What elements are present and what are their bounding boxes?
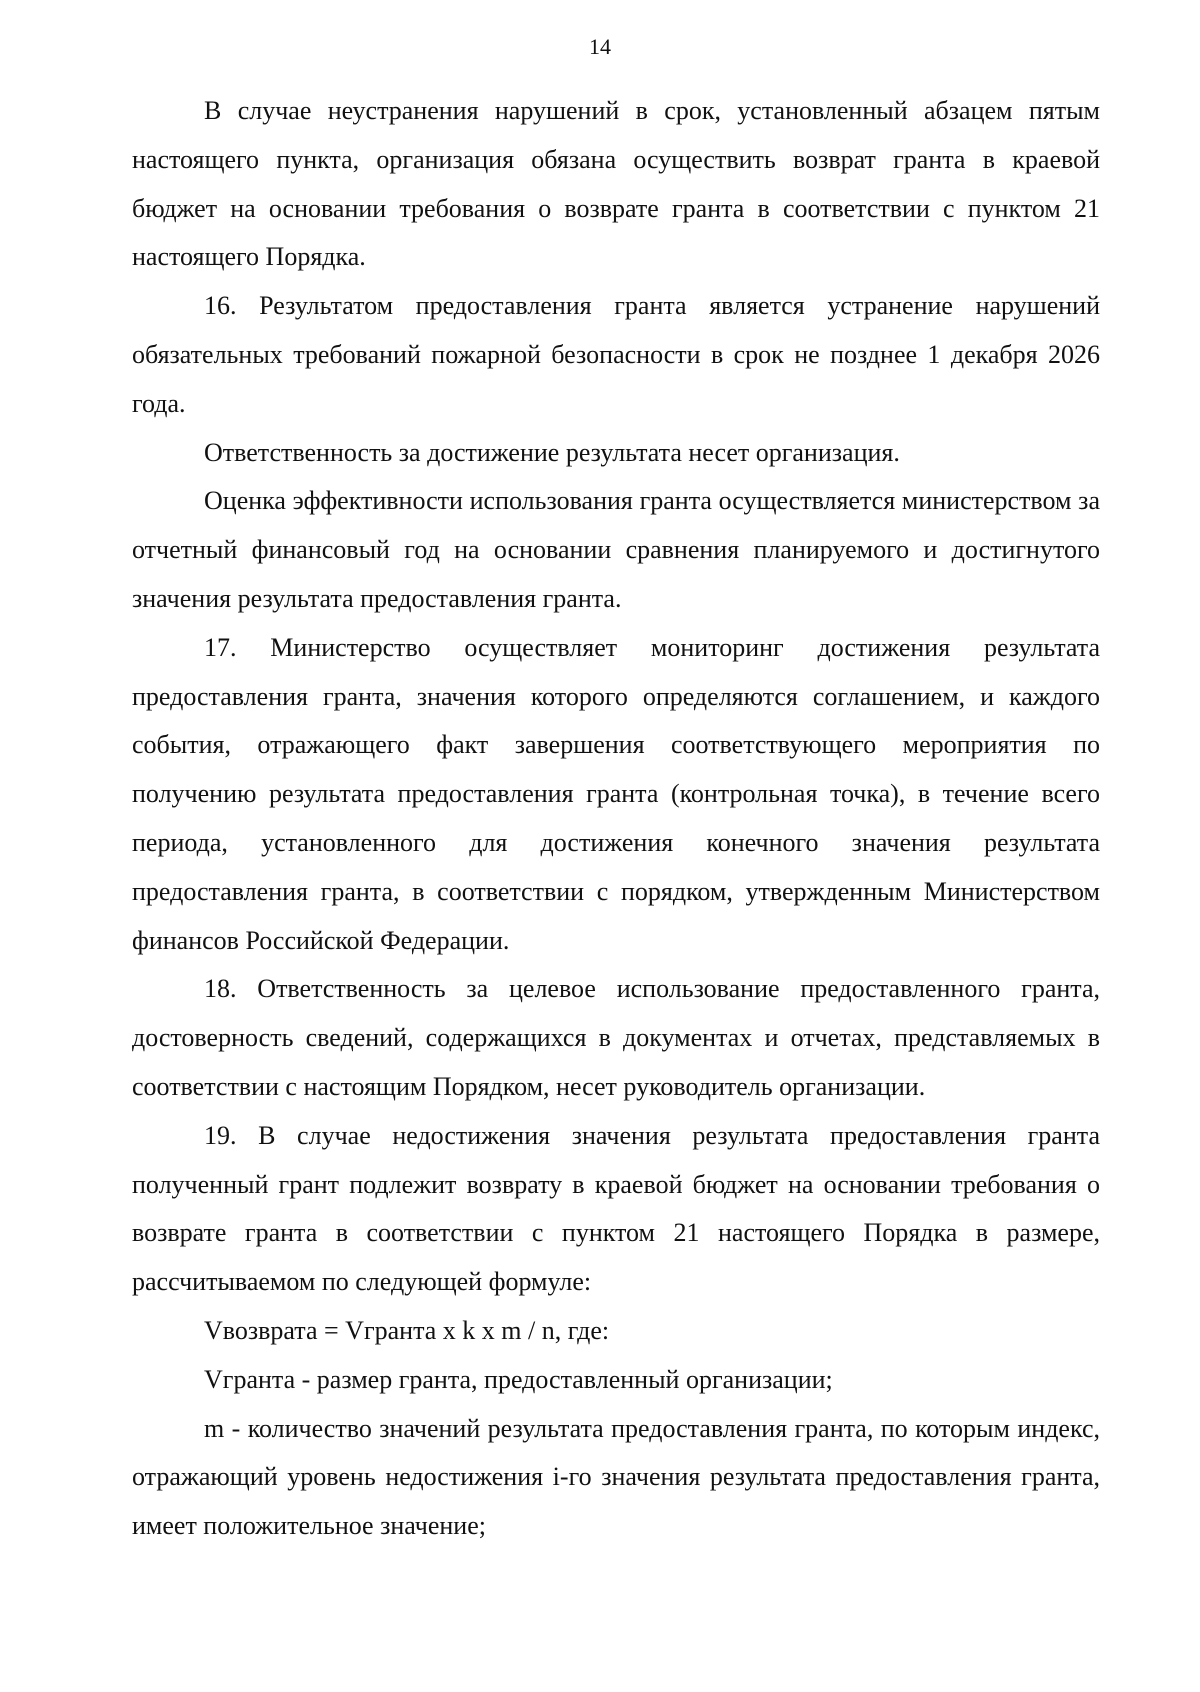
paragraph-18-responsibility: 18. Ответственность за целевое использование предоставленного гранта, достоверность сведений, содержащихся в документах и отчетах, представляемых в соответствии с настоящим Порядком, несет руководитель организации. [132,974,1100,1101]
paragraph-19-non-achievement: 19. В случае недостижения значения результата предоставления гранта полученный грант подлежит возврату в краевой бюджет на основании требования о возврате гранта в соответствии с пунктом 21 настоящего Порядка в размере, рассчитываемом по следующей формуле: [132,1120,1100,1297]
page-number: 14 [589,34,611,59]
paragraph-violation-not-eliminated: В случае неустранения нарушений в срок, установленный абзацем пятым настоящего пункта, организация обязана осуществить возврат гранта в краевой бюджет на основании требования о возврате гранта в соответствии с пунктом 21 настоящего Порядка. [132,96,1100,272]
paragraph-efficiency-assessment: Оценка эффективности использования гранта осуществляется министерством за отчетный финансовый год на основании сравнения планируемого и достигнутого значения результата предоставления гранта. [132,486,1100,613]
paragraph-responsibility-result: Ответственность за достижение результата несет организация. [204,437,900,467]
paragraph-17-monitoring: 17. Министерство осуществляет мониторинг достижения результата предоставления гранта, значения которого определяются соглашением, и каждого события, отражающего факт завершения соответствующего мероприятия по получению результата предоставления гранта (контрольная точка), в течение всего периода, установленного для достижения конечного значения результата предоставления гранта, в соответствии с порядком, утвержденным Министерством финансов Российской Федерации. [132,632,1100,955]
paragraph-formula: Vвозврата = Vгранта x k x m / n, где: [204,1315,610,1345]
paragraph-definition-vgranta: Vгранта - размер гранта, предоставленный организации; [204,1364,833,1394]
paragraph-16-result: 16. Результатом предоставления гранта является устранение нарушений обязательных требований пожарной безопасности в срок не позднее 1 декабря 2026 года. [132,291,1100,418]
paragraph-definition-m: m - количество значений результата предоставления гранта, по которым индекс, отражающий уровень недостижения i-го значения результата предоставления гранта, имеет положительное значение; [132,1413,1100,1541]
document-body [132,87,1100,1551]
